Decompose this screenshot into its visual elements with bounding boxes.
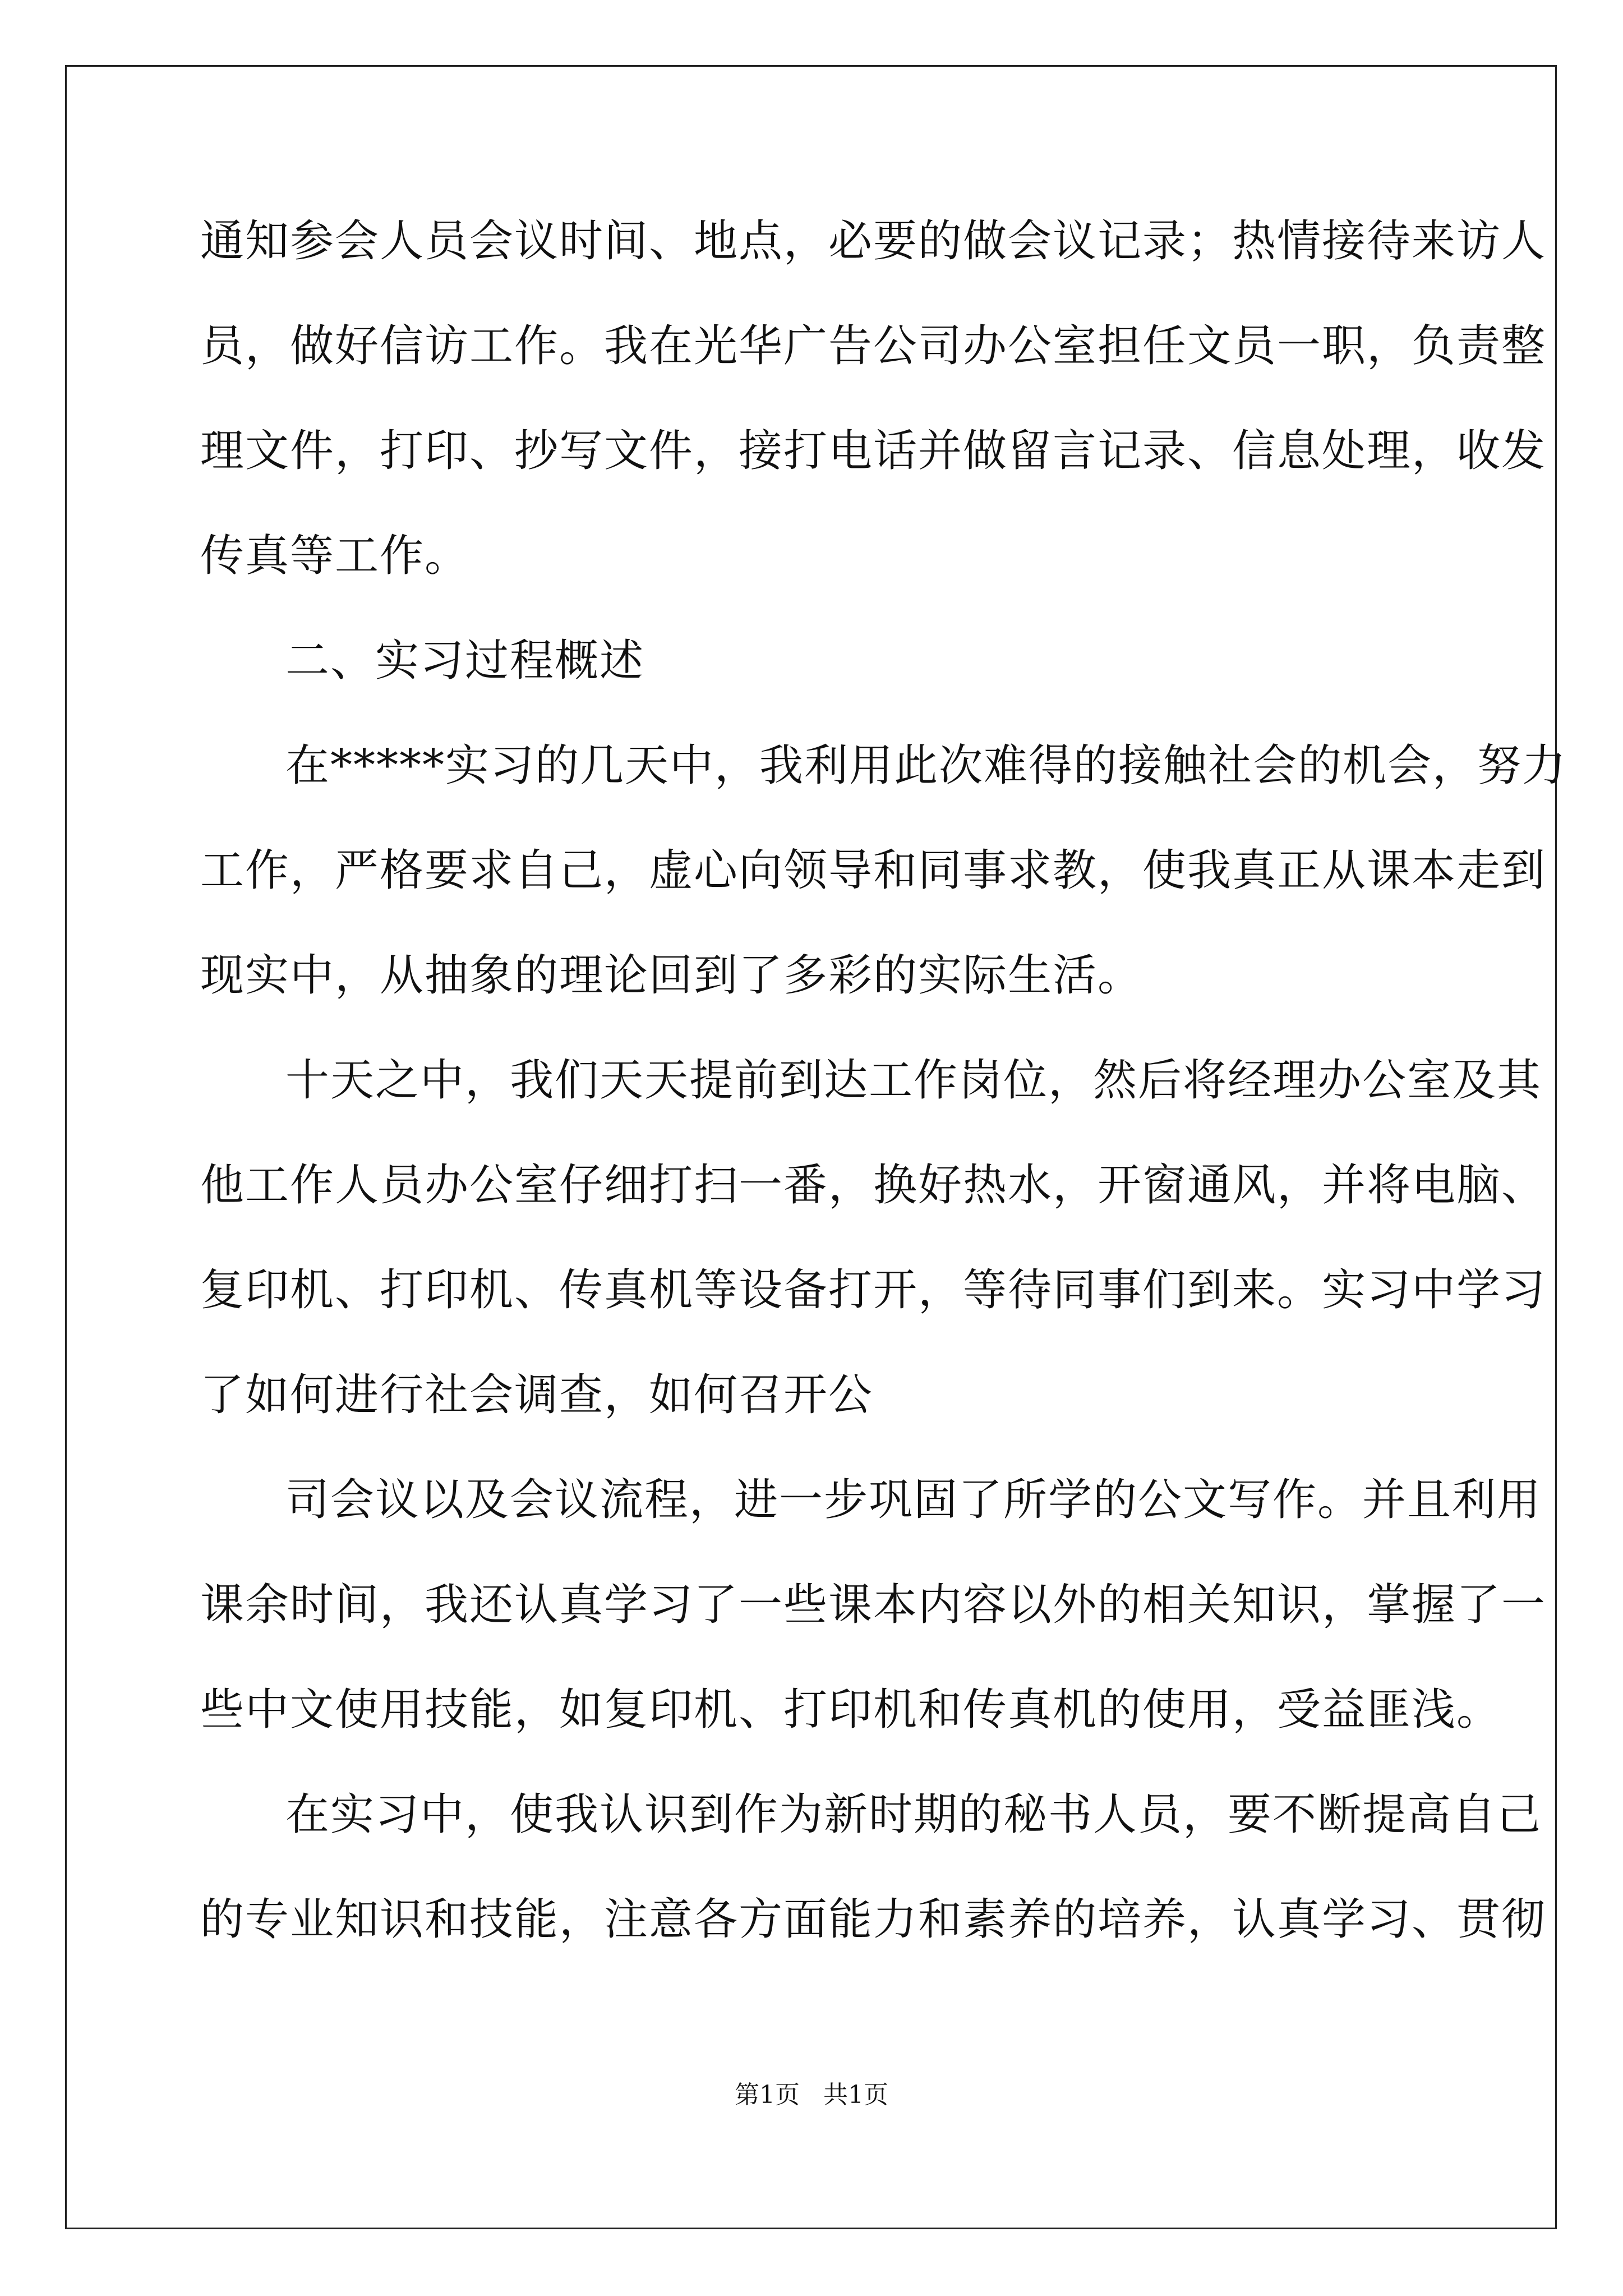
text-line: 些中文使用技能，如复印机、打印机和传真机的使用，受益匪浅。 <box>200 1685 1502 1735</box>
text-line: 工作，严格要求自己，虚心向领导和同事求教，使我真正从课本走到 <box>200 845 1547 896</box>
text-line: 了如何进行社会调查，如何召开公 <box>200 1370 874 1420</box>
page-footer: 第1页 共1页 <box>735 2081 888 2109</box>
text-line: 十天之中，我们天天提前到达工作岗位，然后将经理办公室及其 <box>285 1055 1542 1106</box>
text-line: 司会议以及会议流程，进一步巩固了所学的公文写作。并且利用 <box>285 1475 1542 1525</box>
text-line: 他工作人员办公室仔细打扫一番，换好热水，开窗通风，并将电脑、 <box>200 1160 1547 1211</box>
text-line: 在*****实习的几天中，我利用此次难得的接触社会的机会，努力 <box>285 740 1567 791</box>
text-line: 在实习中，使我认识到作为新时期的秘书人员，要不断提高自己 <box>285 1789 1542 1840</box>
text-line: 传真等工作。 <box>200 531 470 581</box>
text-line: 的专业知识和技能，注意各方面能力和素养的培养，认真学习、贯彻 <box>200 1894 1547 1945</box>
text-line: 现实中，从抽象的理论回到了多彩的实际生活。 <box>200 950 1143 1001</box>
text-line: 通知参会人员会议时间、地点，必要的做会议记录；热情接待来访人 <box>200 216 1547 266</box>
section-heading: 二、实习过程概述 <box>285 636 645 686</box>
text-line: 理文件，打印、抄写文件，接打电话并做留言记录、信息处理，收发 <box>200 426 1547 476</box>
text-line: 员，做好信访工作。我在光华广告公司办公室担任文员一职，负责整 <box>200 321 1547 371</box>
document-body <box>200 216 1567 1999</box>
text-line: 复印机、打印机、传真机等设备打开，等待同事们到来。实习中学习 <box>200 1265 1547 1315</box>
text-line: 课余时间，我还认真学习了一些课本内容以外的相关知识，掌握了一 <box>200 1580 1547 1630</box>
